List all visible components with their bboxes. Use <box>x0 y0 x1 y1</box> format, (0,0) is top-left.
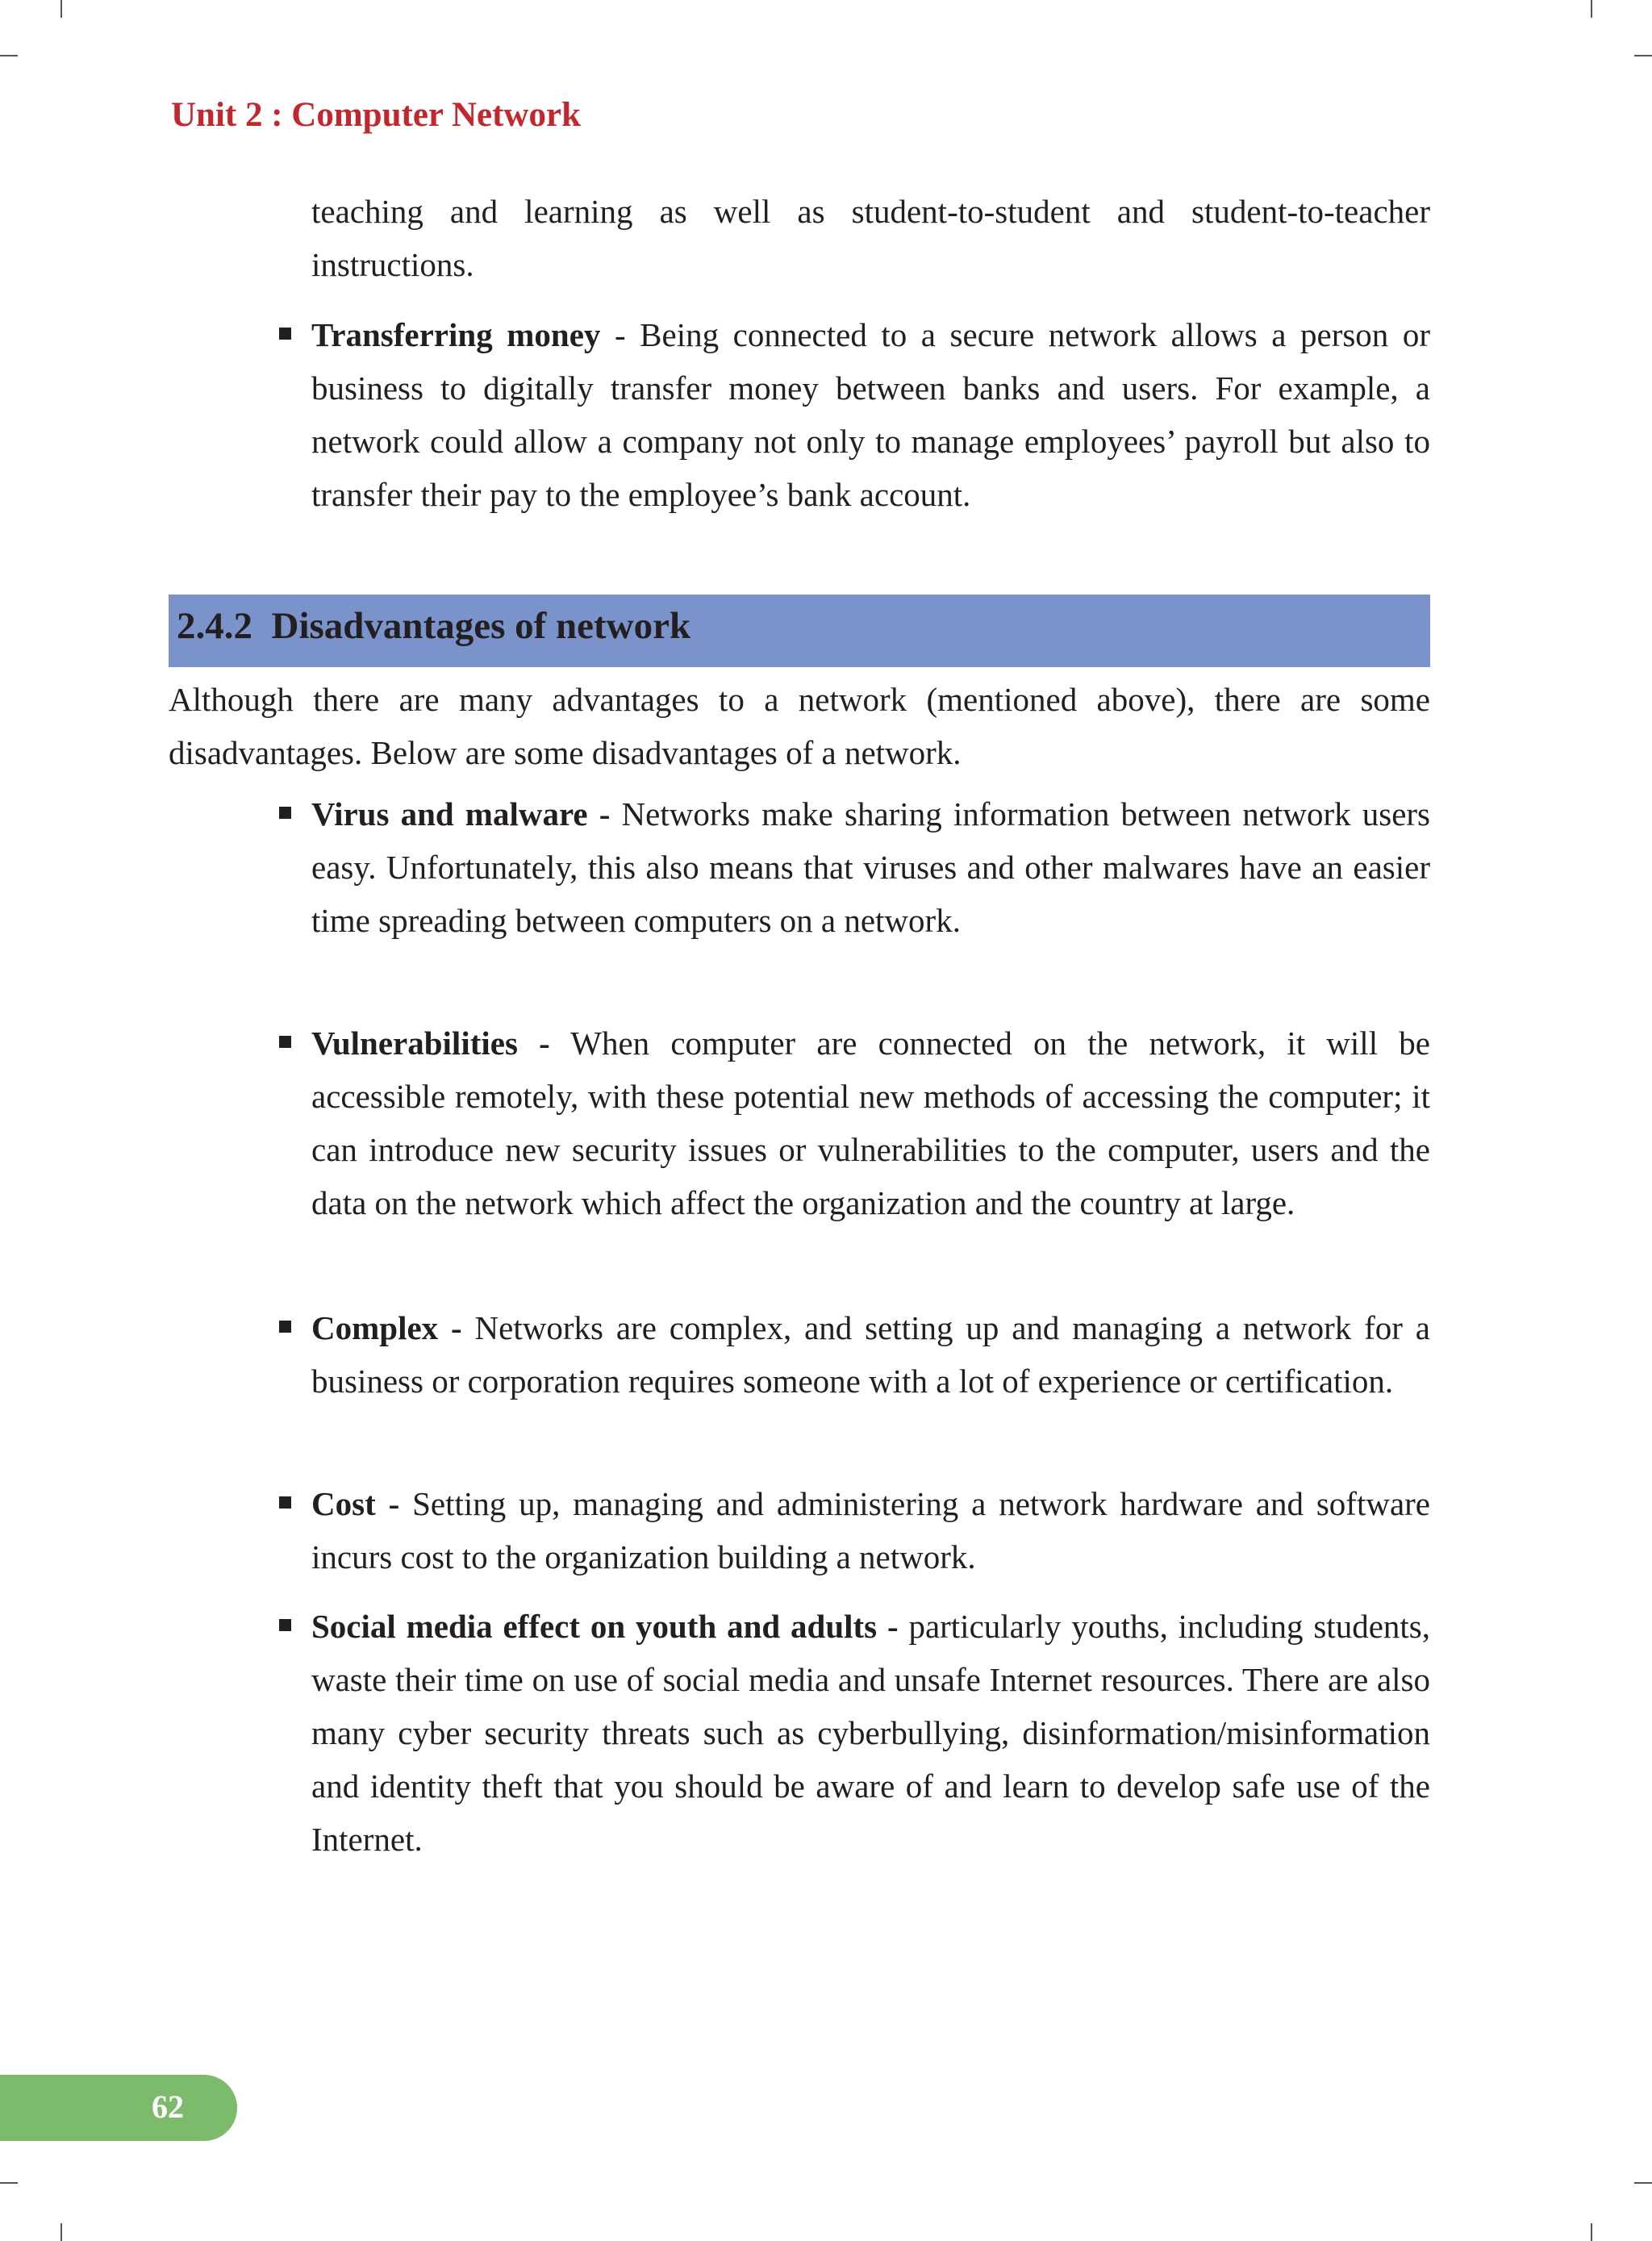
term-separator: - <box>600 316 640 353</box>
page-number-tab <box>0 2075 237 2141</box>
crop-mark-bottom-right <box>1591 2223 1592 2241</box>
intro-continuation: teaching and learning as well as student-to-student and student-to-teacher instructions. <box>311 193 1430 283</box>
square-bullet-icon <box>279 1036 291 1048</box>
list-item-vulnerabilities <box>274 1016 1430 1229</box>
list-item-text <box>311 308 1430 521</box>
crop-mark-left-bottom <box>0 2182 18 2184</box>
crop-mark-left-top <box>0 55 18 56</box>
list-item-virus-malware <box>274 787 1430 947</box>
list-item-description: Being connected to a secure network allows a person or business to digitally transfer money between banks and users. For example, a network could allow a company not only to manage employees’ payroll but also to transfer their pay to the employee’s bank account. <box>311 316 1431 513</box>
list-item-term: Vulnerabilities - <box>311 1025 550 1062</box>
crop-mark-top-right <box>1591 0 1592 18</box>
section-heading <box>177 604 690 648</box>
section-intro: Although there are many advantages to a network (mentioned above), there are some disadvantages. Below are some disadvantages of a network. <box>169 681 1430 771</box>
list-item-description: Networks are complex, and setting up and managing a network for a business or corporation requires someone with a lot of experience or certification. <box>311 1309 1430 1400</box>
list-item-text <box>311 787 1430 947</box>
list-item-term: Social media effect on youth and adults - <box>311 1608 899 1645</box>
list-item-text <box>311 1016 1430 1229</box>
list-item-description: particularly youths, including students, waste their time on use of social media and unsafe Internet resources. There are also many cyber security threats such as cyberbullying, disinformation/misinformation and identity theft that you should be aware of and learn to develop safe use of the Internet. <box>311 1608 1430 1858</box>
unit-title: Unit 2 : Computer Network <box>171 96 581 134</box>
list-item-transferring-money <box>274 308 1430 521</box>
crop-mark-right-bottom <box>1634 2182 1652 2184</box>
section-number: 2.4.2 <box>177 605 252 647</box>
list-item-description: Setting up, managing and administering a network hardware and software incurs cost to the organization building a network. <box>311 1485 1430 1575</box>
list-item-term: Cost - <box>311 1485 400 1522</box>
square-bullet-icon <box>279 1619 291 1631</box>
list-item-description: Networks make sharing information between network users easy. Unfortunately, this also means that viruses and other malwares have an easier time spreading between computers on a network. <box>311 795 1431 939</box>
square-bullet-icon <box>279 1321 291 1333</box>
crop-mark-right-top <box>1634 55 1652 56</box>
section-heading-bar <box>169 595 1430 667</box>
list-item-complex <box>274 1301 1430 1408</box>
list-item-social-media <box>274 1600 1430 1866</box>
square-bullet-icon <box>279 328 291 340</box>
square-bullet-icon <box>279 807 291 819</box>
list-item-description: When computer are connected on the network, it will be accessible remotely, with these potential new methods of accessing the computer; it can introduce new security issues or vulnerabilities to the computer, users and the data on the network which affect the organization and the country at large. <box>311 1025 1430 1221</box>
list-item-text <box>311 1600 1430 1866</box>
crop-mark-top-left <box>60 0 62 18</box>
list-item-term: Virus and malware - <box>311 795 611 833</box>
list-item-cost <box>274 1477 1430 1584</box>
list-item-term: Transferring money <box>311 316 601 353</box>
page-number: 62 <box>152 2089 184 2125</box>
list-item-text <box>311 1477 1430 1584</box>
square-bullet-icon <box>279 1496 291 1509</box>
section-title: Disadvantages of network <box>271 605 691 647</box>
list-item-text <box>311 1301 1430 1408</box>
list-item-term: Complex - <box>311 1309 462 1346</box>
crop-mark-bottom-left <box>60 2223 62 2241</box>
